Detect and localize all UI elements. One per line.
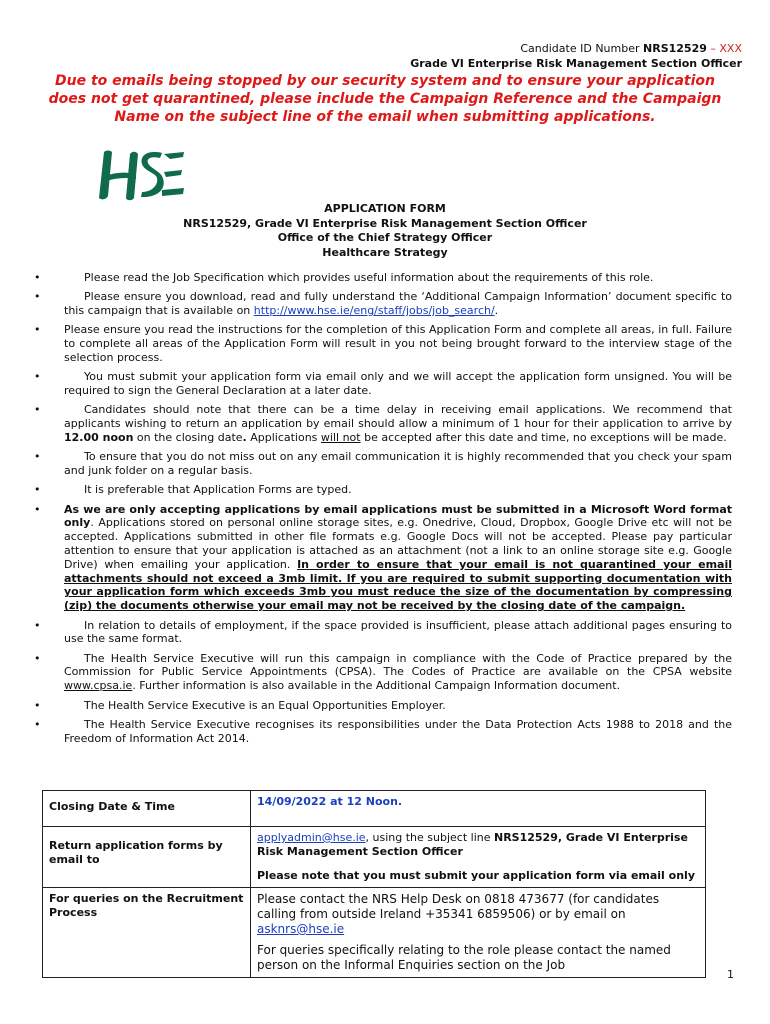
email-notice: [30, 72, 740, 126]
instruction-text: be accepted after this date and time, no exceptions will be made.: [360, 430, 727, 444]
instruction-item: [34, 652, 732, 693]
return-note: Please note that you must submit your application form via email only: [257, 869, 695, 882]
instruction-bold: 12.00 noon: [64, 430, 134, 444]
key-details-table: [42, 790, 706, 978]
instruction-text: Please ensure you download, read and fully understand the ‘Additional Campaign Information’ document specific to this campaign that is available on: [64, 290, 732, 318]
candidate-id-prefix: Candidate ID Number: [520, 42, 644, 55]
closing-date: 14/09/2022 at 12 Noon.: [257, 795, 403, 808]
return-cell: [251, 827, 706, 888]
instruction-text: . Applications stored on personal online storage sites, e.g. Onedrive, Cloud, Dropbox, Google Drive etc will not be accepted. Applications submitted in other file formats e.g. Google Docs will not be accepted. Please pay particular attention to ensure that your application is attached as an attachment (not a link to an online storage site e.g. Google Drive) when emailing your application.: [64, 516, 732, 571]
queries-cell: [251, 888, 706, 978]
notice-line-2: does not get quarantined, please include the Campaign Reference and the Campaign: [48, 91, 722, 107]
notice-line-3: Name on the subject line of the email when submitting applications.: [114, 109, 656, 125]
instruction-text: You must submit your application form via email only and we will accept the application form unsigned. You will be required to sign the General Declaration at a later date.: [64, 370, 732, 398]
notice-line-1: Due to emails being stopped by our security system and to ensure your application: [55, 73, 715, 89]
instruction-underline: will not: [320, 430, 361, 444]
candidate-id-line: [520, 42, 742, 56]
hse-logo: [96, 146, 186, 206]
instruction-bold: As we are only accepting applications by email applications must be submitted in a Microsoft Word format only: [64, 502, 732, 530]
instruction-bold-underline: In order to ensure that your email is not quarantined your email attachments should not exceed a 3mb limit. If you are required to submit supporting documentation with your application form which exceeds 3mb you must reduce the size of the documentation by compressing (zip) the documents otherwise your email may not be received by the closing date of the campaign.: [64, 557, 732, 613]
form-office: Office of the Chief Strategy Officer: [277, 231, 493, 244]
instruction-text: The Health Service Executive is an Equal Opportunities Employer.: [84, 698, 446, 712]
instruction-item: [34, 718, 732, 746]
return-label: Return application forms by email to: [43, 827, 251, 888]
instruction-text: on the closing date: [133, 430, 243, 444]
instruction-text: Applications: [246, 430, 321, 444]
return-text: , using the subject line: [365, 831, 494, 844]
instruction-item: [34, 290, 732, 318]
instruction-item: [34, 323, 732, 364]
closing-label: Closing Date & Time: [43, 791, 251, 827]
instructions-list: [34, 271, 732, 751]
instruction-item: [34, 450, 732, 478]
form-division: Healthcare Strategy: [322, 245, 448, 259]
instruction-text: . Further information is also available in the Additional Campaign Information document.: [132, 679, 621, 693]
instruction-item: [34, 619, 732, 647]
instruction-item: [34, 271, 732, 285]
instruction-text: The Health Service Executive recognises its responsibilities under the Data Protection Acts 1988 to 2018 and the Freedom of Information Act 2014.: [64, 717, 732, 745]
instruction-text: To ensure that you do not miss out on any email communication it is highly recommended that you check your spam and junk folder on a regular basis.: [64, 450, 732, 478]
instruction-text: Please read the Job Specification which provides useful information about the requirements of this role.: [84, 271, 654, 284]
queries-text: Please contact the NRS Help Desk on 0818 473677 (for candidates calling from outside Ireland +35341 6859506) or by email on: [257, 892, 660, 921]
instruction-item: [34, 503, 732, 613]
table-row: [43, 827, 706, 888]
candidate-id-suffix: – XXX: [706, 42, 742, 55]
form-subtitle: NRS12529, Grade VI Enterprise Risk Management Section Officer: [183, 216, 587, 230]
instruction-bold: .: [242, 430, 247, 444]
page-number: 1: [727, 968, 734, 981]
instruction-text: Candidates should note that there can be a time delay in receiving email applications. We recommend that applicants wishing to return an application by email should allow a minimum of 1 hour for their application to arrive by: [64, 403, 732, 431]
table-row: [43, 791, 706, 827]
instruction-text: Please ensure you read the instructions for the completion of this Application Form and complete all areas, in full. Failure to complete all areas of the Application Form will result in you not being brought forward to the interview stage of the selection process.: [64, 323, 732, 364]
instruction-text: The Health Service Executive will run this campaign in compliance with the Code of Practice prepared by the Commission for Public Service Appointments (CPSA). The Codes of Practice are available on the CPSA website: [64, 651, 732, 679]
instruction-item: [34, 370, 732, 398]
asknrs-email-link[interactable]: asknrs@hse.ie: [257, 922, 345, 936]
table-row: [43, 888, 706, 978]
header-role-line: Grade VI Enterprise Risk Management Section Officer: [410, 57, 742, 70]
instruction-text: .: [494, 304, 499, 318]
instruction-item: [34, 699, 732, 713]
instruction-text: In relation to details of employment, if the space provided is insufficient, please attach additional pages ensuring to use the same format.: [64, 618, 732, 646]
queries-text-2: For queries specifically relating to the role please contact the named person on the Informal Enquiries section on the Job: [257, 943, 671, 972]
candidate-id: NRS12529: [643, 42, 707, 55]
applyadmin-email-link[interactable]: applyadmin@hse.ie: [257, 831, 366, 844]
instruction-text: It is preferable that Application Forms are typed.: [84, 483, 352, 497]
instruction-item: [34, 483, 732, 497]
cpsa-link[interactable]: www.cpsa.ie: [64, 679, 133, 693]
jobs-link[interactable]: http://www.hse.ie/eng/staff/jobs/job_search/: [253, 304, 495, 318]
form-title: APPLICATION FORM: [324, 202, 446, 215]
form-titles: [150, 202, 620, 260]
closing-cell: [251, 791, 706, 827]
return-subject: NRS12529, Grade VI Enterprise Risk Management Section Officer: [257, 831, 688, 858]
queries-label: For queries on the Recruitment Process: [43, 888, 251, 978]
instruction-item: [34, 403, 732, 444]
